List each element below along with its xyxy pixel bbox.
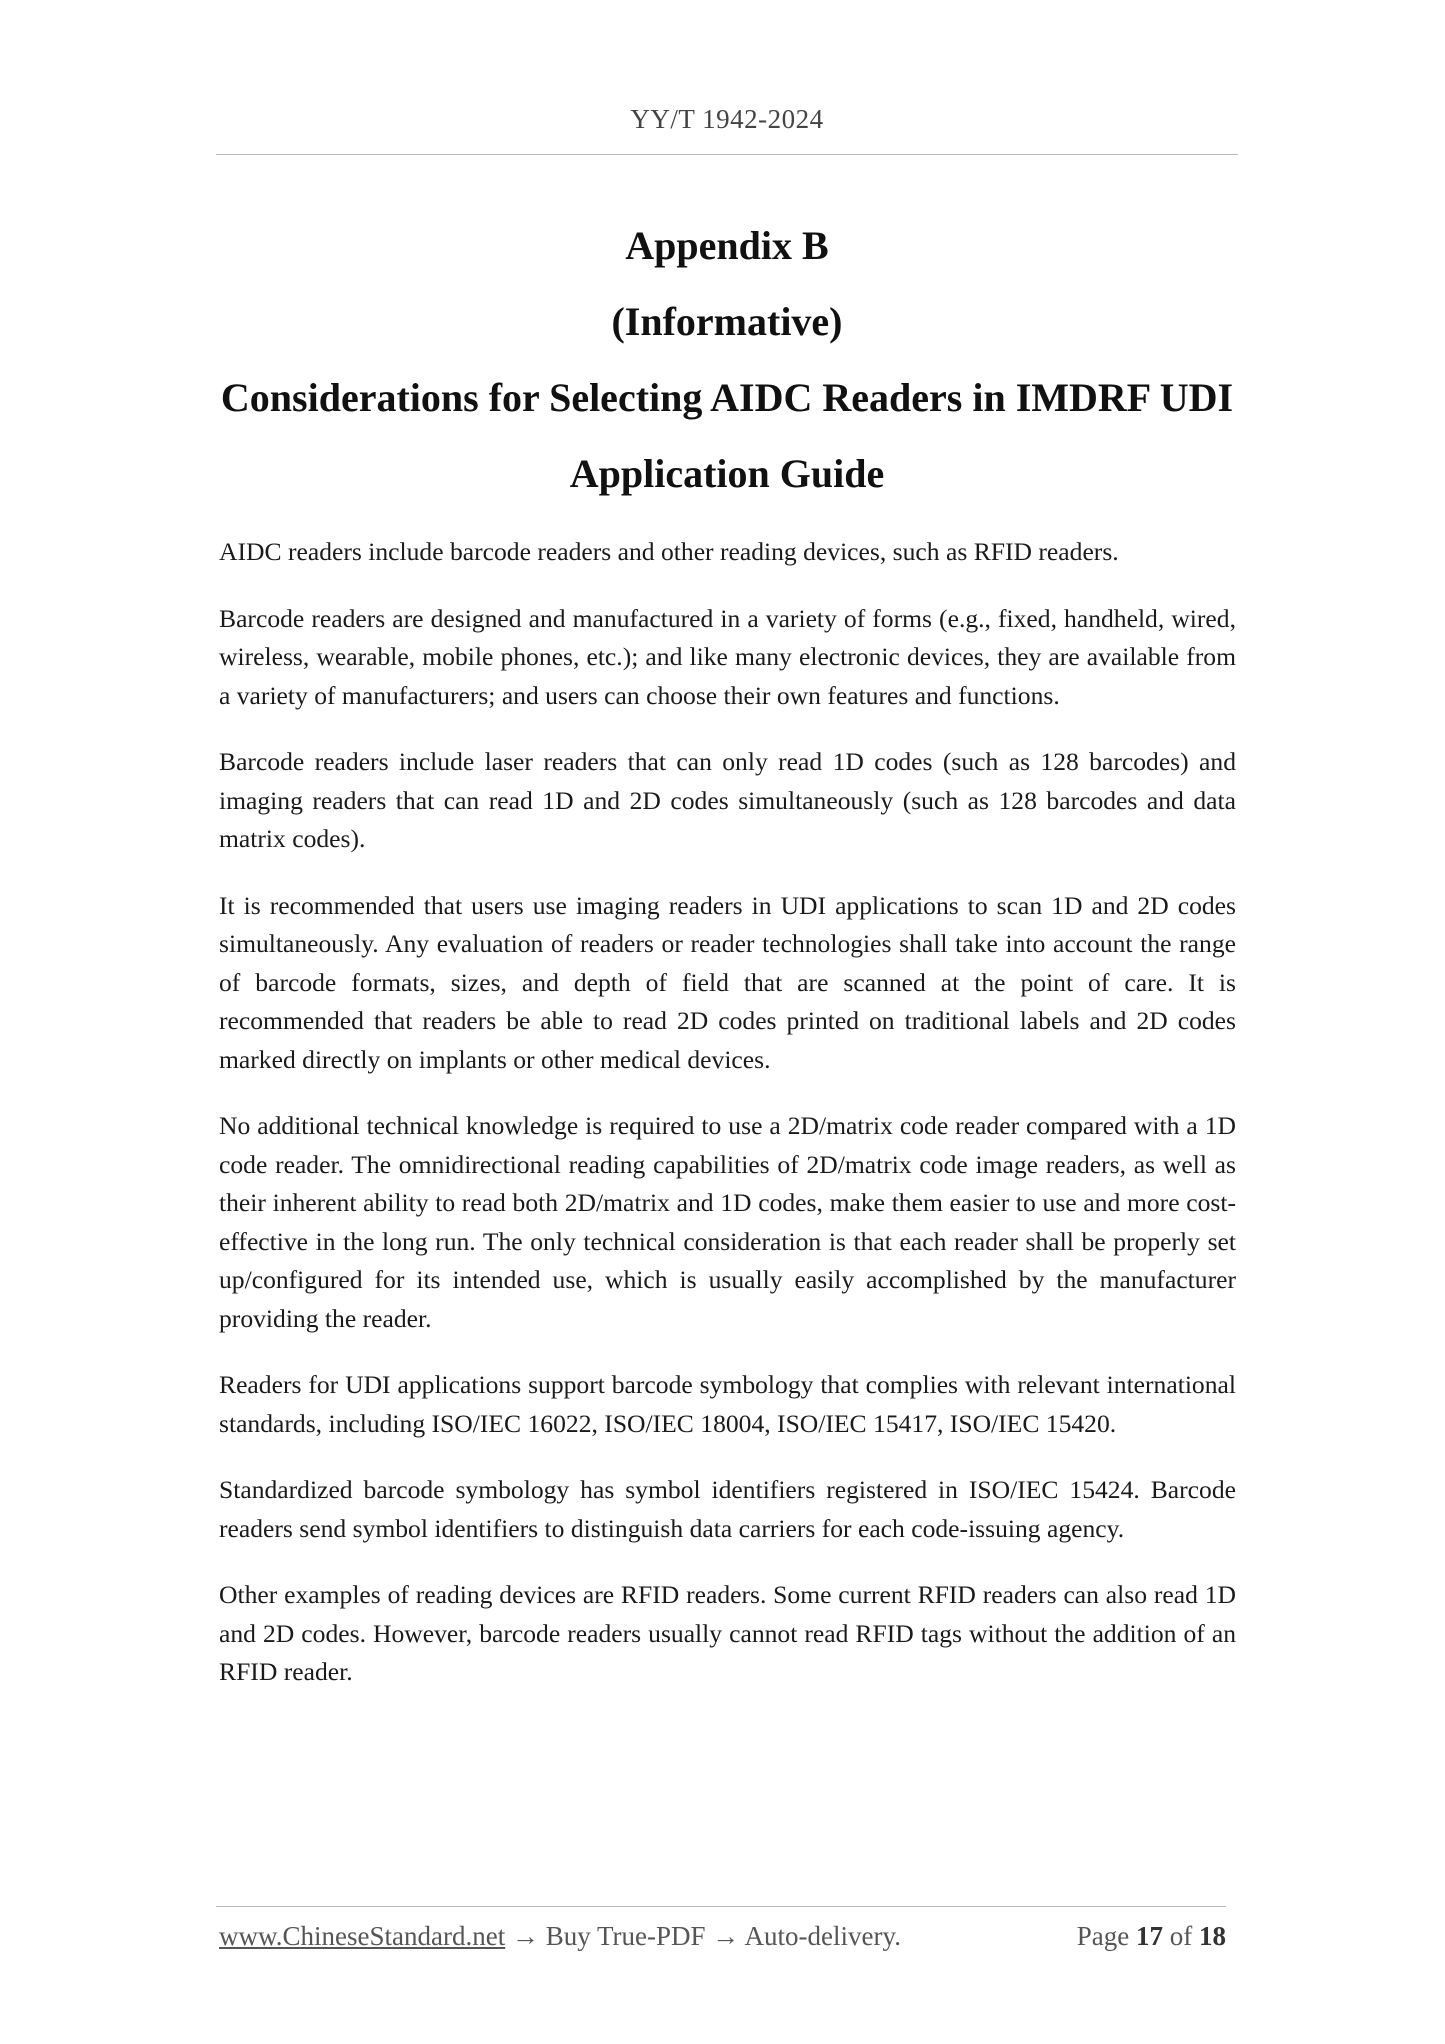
page-of: of — [1169, 1921, 1193, 1951]
paragraph: Other examples of reading devices are RFID readers. Some current RFID readers can also read 1D and 2D codes. However, barcode readers usually cannot read RFID tags without the addition of an RFID reader. — [219, 1580, 1236, 1686]
paragraph: Standardized barcode symbology has symbol identifiers registered in ISO/IEC 15424. Barcode readers send symbol identifiers to distinguish data carriers for each code-issuing agency. — [219, 1475, 1236, 1543]
header-divider — [216, 154, 1238, 155]
appendix-title — [216, 208, 1238, 512]
appendix-type: (Informative) — [611, 299, 843, 344]
page-number — [1077, 1921, 1226, 1952]
website-link[interactable]: www.ChineseStandard.net — [219, 1921, 506, 1951]
paragraph: Barcode readers include laser readers that can only read 1D codes (such as 128 barcodes) and imaging readers that can read 1D and 2D codes simultaneously (such as 128 barcodes and data matrix codes). — [219, 747, 1236, 853]
footer-tagline: → Buy True-PDF → Auto-delivery. — [505, 1921, 901, 1951]
appendix-label: Appendix B — [625, 223, 829, 268]
page-label: Page — [1076, 1921, 1130, 1951]
paragraph: AIDC readers include barcode readers and other reading devices, such as RFID readers. — [219, 537, 1119, 566]
paragraph: No additional technical knowledge is required to use a 2D/matrix code reader compared with a 1D code reader. The omnidirectional reading capabilities of 2D/matrix code image readers, as well as their inherent ability to read both 2D/matrix and 1D codes, make them easier to use and more cost-effective in the long run. The only technical consideration is that each reader shall be properly set up/configured for its intended use, which is usually easily accomplished by the manufacturer providing the reader. — [219, 1111, 1236, 1333]
body-text — [219, 533, 1236, 1720]
page-current: 17 — [1136, 1921, 1163, 1951]
paragraph: Barcode readers are designed and manufactured in a variety of forms (e.g., fixed, handheld, wired, wireless, wearable, mobile phones, etc.); and like many electronic devices, they are available from a variety of manufacturers; and users can choose their own features and functions. — [219, 603, 1236, 710]
appendix-heading-line-2: Application Guide — [569, 451, 885, 496]
running-header: YY/T 1942-2024 — [630, 104, 824, 134]
footer-promo — [219, 1921, 901, 1952]
paragraph: Readers for UDI applications support barcode symbology that complies with relevant international standards, including ISO/IEC 16022, ISO/IEC 18004, ISO/IEC 15417, ISO/IEC 15420. — [219, 1370, 1236, 1438]
paragraph: It is recommended that users use imaging readers in UDI applications to scan 1D and 2D codes simultaneously. Any evaluation of readers or reader technologies shall take into account the range of barcode formats, sizes, and depth of field that are scanned at the point of care. It is recommended that readers be able to read 2D codes printed on traditional labels and 2D codes marked directly on implants or other medical devices. — [219, 890, 1236, 1074]
footer-divider — [216, 1906, 1226, 1907]
appendix-heading-line-1: Considerations for Selecting AIDC Readers in IMDRF UDI — [220, 375, 1234, 420]
page-total: 18 — [1199, 1921, 1226, 1951]
